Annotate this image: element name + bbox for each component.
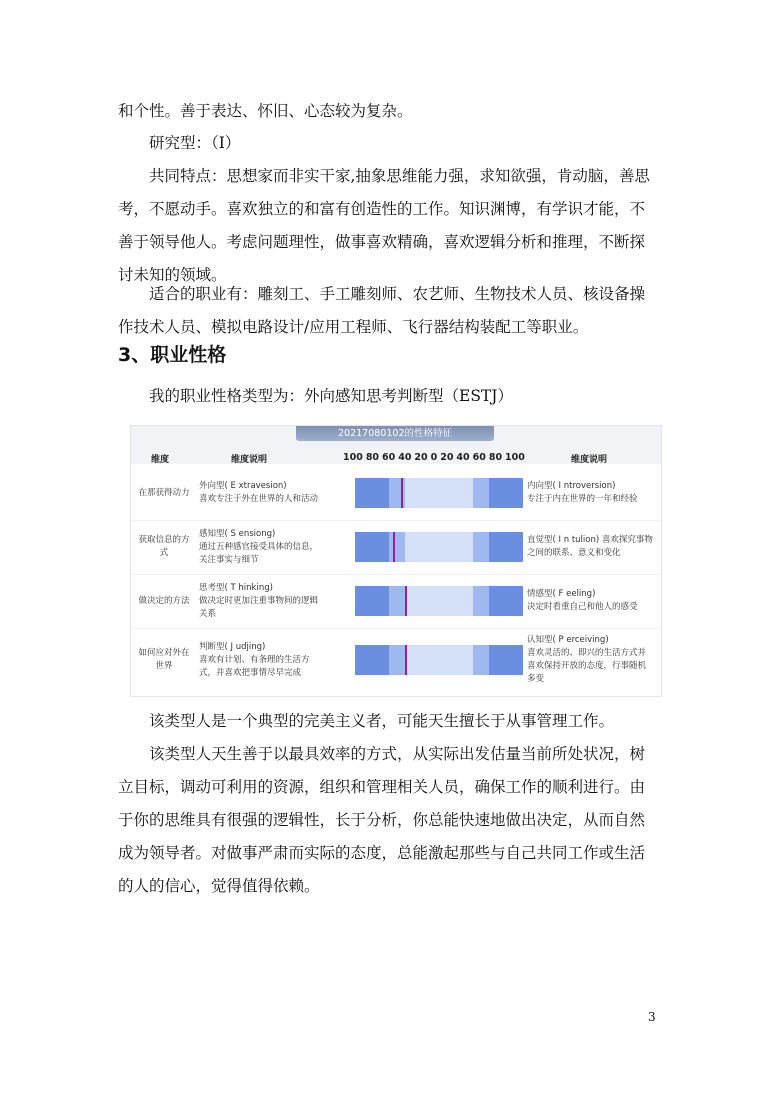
trait-row [131, 466, 661, 520]
trait-marker [393, 532, 395, 562]
scale-tick: 100 [505, 452, 525, 463]
row-separator [131, 574, 661, 575]
scale-tick: 40 [456, 452, 470, 463]
trait-bar [355, 586, 523, 616]
paragraph-common-traits: 共同特点：思想家而非实干家,抽象思维能力强，求知欲强，肯动脑，善思考，不愿动手。喜欢独立的和富有创造性的工作。知识渊博，有学识才能，不善于领导他人。考虑问题理性，做事喜欢精确，喜欢逻辑分析和推理，不断探讨未知的领域。 [118, 167, 650, 284]
col-desc-right: 维度说明 [571, 455, 608, 465]
scale-labels [343, 452, 525, 463]
scale-tick: 100 [343, 452, 363, 463]
trait-bar [355, 478, 523, 508]
paragraph-perfectionist: 该类型人是一个典型的完美主义者，可能天生擅长于从事管理工作。 [149, 712, 615, 730]
paragraph-personality-type: 我的职业性格类型为：外向感知思考判断型（ESTJ） [149, 387, 513, 405]
dimension-label: 获取信息的方 式 [138, 535, 190, 558]
col-dimension: 维度 [151, 455, 170, 465]
trait-bar [355, 645, 523, 675]
personality-figure [130, 425, 662, 697]
row-separator [131, 628, 661, 629]
trait-right-desc: 认知型( P erceiving) 喜欢灵活的、即兴的生活方式并 喜欢保持开放的态度，行事随机 多变 [527, 635, 647, 684]
trait-right-desc: 直觉型( I n tulion) 喜欢探究事物 之间的联系、意义和变化 [527, 535, 653, 558]
trait-marker [405, 645, 407, 675]
trait-right-desc: 内向型( I ntroversion) 专注于内在世界的一年和经验 [527, 481, 638, 504]
scale-tick: 40 [398, 452, 412, 463]
row-separator [131, 520, 661, 521]
trait-row [131, 520, 661, 574]
scale-tick: 80 [365, 452, 380, 463]
scale-tick: 20 [440, 452, 454, 463]
trait-marker [405, 586, 407, 616]
trait-row [131, 574, 661, 628]
page-number: 3 [648, 1010, 656, 1024]
trait-left-desc: 感知型( S ensiong) 通过五种感官接受具体的信息， 关注事实与细节 [199, 528, 319, 565]
scale-tick: 60 [382, 452, 396, 463]
scale-tick: 20 [414, 452, 428, 463]
scale-tick: 0 [430, 452, 438, 463]
paragraph-description: 该类型人天生善于以最具效率的方式，从实际出发估量当前所处状况，树立目标，调动可利用的资源，组织和管理相关人员，确保工作的顺利进行。由于你的思维具有很强的逻辑性，长于分析，你总能快速地做出决定，从而自然成为领导者。对做事严肃而实际的态度，总能激起那些与自己共同工作或生活的人的信心，觉得值得依赖。 [118, 745, 646, 895]
trait-left-desc: 思考型( T hinking) 做决定时更加注重事物间的逻辑 关系 [199, 582, 319, 619]
trait-bar [355, 532, 523, 562]
dimension-label: 如何应对外在 世界 [138, 648, 190, 671]
trait-right-desc: 情感型( F eeling) 决定时看重自己和他人的感受 [527, 589, 638, 612]
paragraph-suitable-jobs: 适合的职业有：雕刻工、手工雕刻师、农艺师、生物技术人员、核设备操作技术人员、模拟电路设计/应用工程师、飞行器结构装配工等职业。 [118, 285, 646, 336]
paragraph-intro-end: 和个性。善于表达、怀旧、心态较为复杂。 [118, 102, 413, 120]
scale-tick: 80 [488, 452, 503, 463]
trait-marker [401, 478, 403, 508]
trait-row [131, 628, 661, 692]
scale-tick: 60 [472, 452, 486, 463]
section-research-type: 研究型：（I） [149, 134, 241, 152]
section-heading: 3、职业性格 [118, 344, 227, 366]
dimension-label: 在那获得动力 [138, 487, 190, 498]
trait-left-desc: 判断型( J udjing) 喜欢有计划、有条理的生活方 式，并喜欢把事情尽早完成 [199, 641, 310, 678]
col-desc-left: 维度说明 [231, 455, 268, 465]
dimension-label: 做决定的方法 [138, 595, 190, 606]
figure-title: 20217080102的性格特征 [296, 426, 494, 441]
trait-left-desc: 外向型( E xtravesion) 喜欢专注于外在世界的人和活动 [199, 481, 319, 504]
